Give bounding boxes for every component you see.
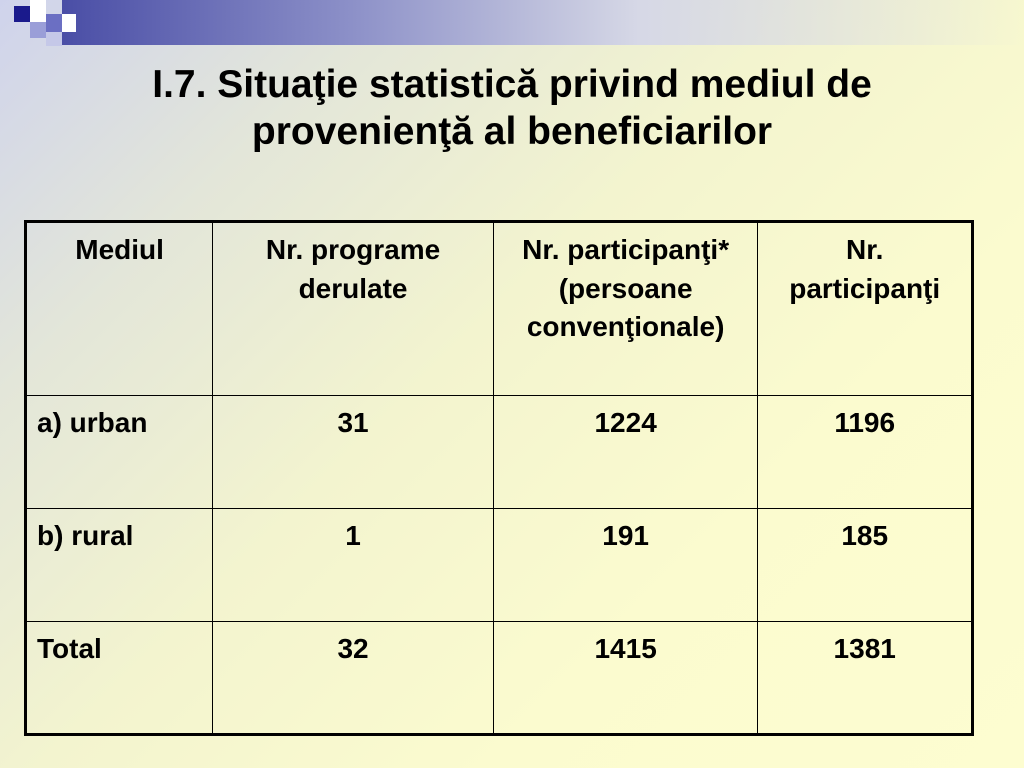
header-nr-programe: Nr. programe derulate — [213, 222, 494, 396]
row-label-total: Total — [26, 622, 213, 735]
decorative-square — [30, 0, 46, 22]
cell-participanti-urban: 1196 — [758, 396, 973, 509]
table-row — [26, 622, 973, 735]
cell-participanti-total: 1381 — [758, 622, 973, 735]
table-row — [26, 396, 973, 509]
decorative-square — [30, 22, 46, 38]
cell-participanti-conv-total: 1415 — [493, 622, 758, 735]
table-row — [26, 509, 973, 622]
decorative-square — [46, 32, 62, 46]
cell-participanti-rural: 185 — [758, 509, 973, 622]
header-nr-participanti-conventionale: Nr. participanţi* (persoane convenţionale) — [493, 222, 758, 396]
slide-title: I.7. Situaţie statistică privind mediul de provenienţă al beneficiarilor — [152, 63, 872, 153]
header-nr-participanti: Nr. participanţi — [758, 222, 973, 396]
decorative-square — [46, 14, 62, 32]
cell-participanti-conv-urban: 1224 — [493, 396, 758, 509]
decorative-square — [14, 6, 30, 22]
cell-programe-total: 32 — [213, 622, 494, 735]
decorative-square — [62, 14, 76, 32]
table-header-row — [26, 222, 973, 396]
header-mediul: Mediul — [26, 222, 213, 396]
row-label-urban: a) urban — [26, 396, 213, 509]
cell-programe-rural: 1 — [213, 509, 494, 622]
cell-programe-urban: 31 — [213, 396, 494, 509]
statistics-table — [24, 220, 974, 736]
cell-participanti-conv-rural: 191 — [493, 509, 758, 622]
row-label-rural: b) rural — [26, 509, 213, 622]
decorative-top-bar — [62, 0, 1024, 45]
